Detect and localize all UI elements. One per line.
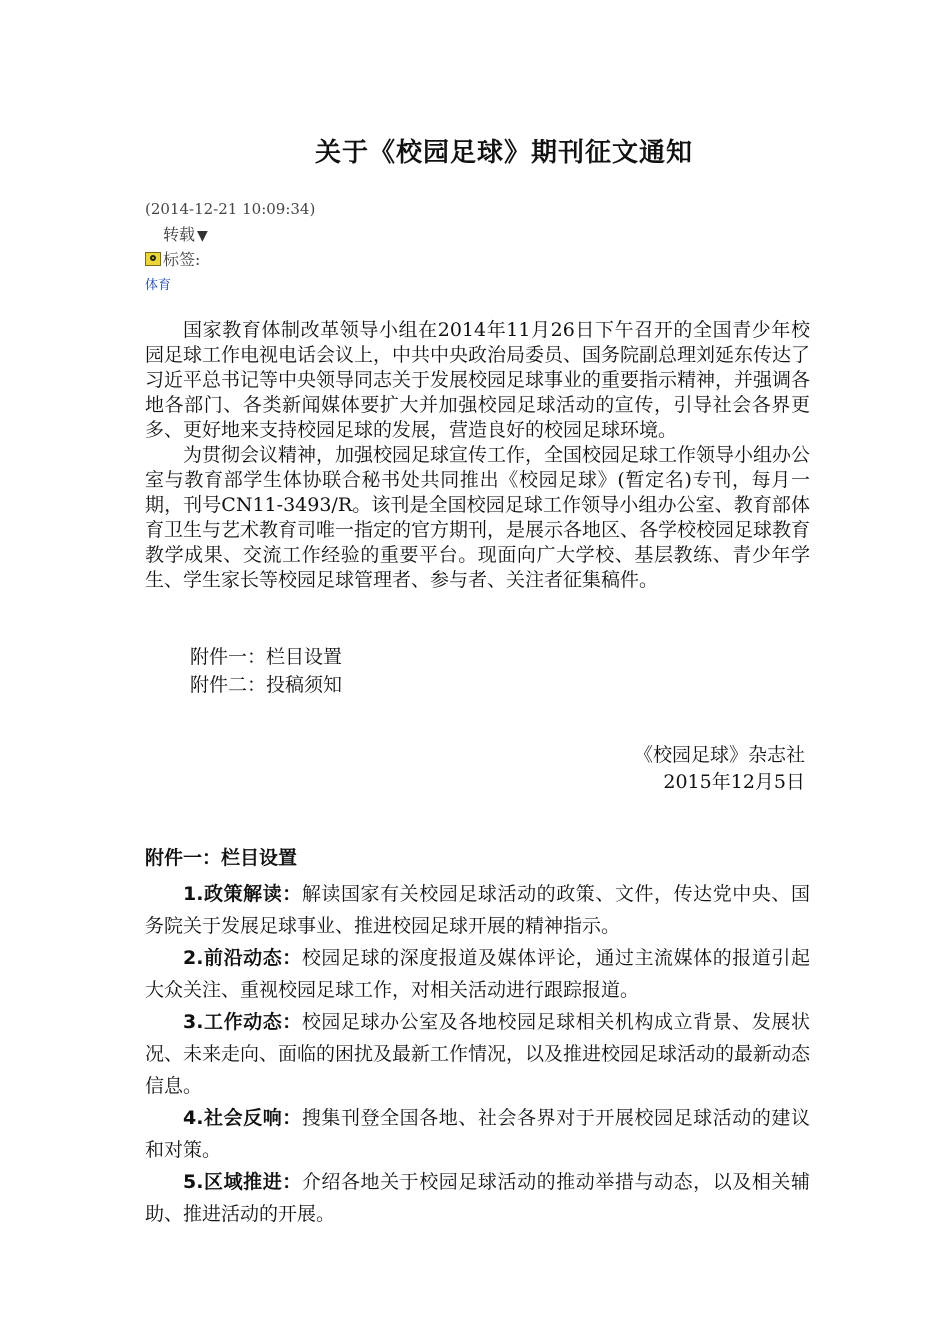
column-item — [145, 942, 810, 1006]
tags-row — [145, 247, 200, 270]
repost-dropdown[interactable] — [163, 222, 208, 245]
body-paragraph: 国家教育体制改革领导小组在2014年11月26日下午召开的全国青少年校园足球工作电视电话会议上，中共中央政治局委员、国务院副总理刘延东传达了习近平总书记等中央领导同志关于发展校园足球事业的重要指示精神，并强调各地各部门、各类新闻媒体要扩大并加强校园足球活动的宣传，引导社会各界更多、更好地来支持校园足球的发展，营造良好的校园足球环境。 — [145, 319, 811, 441]
post-datetime: (2014-12-21 10:09:34) — [145, 200, 316, 218]
column-text: 解读国家有关校园足球活动的政策、文件，传达党中央、国务院关于发展足球事业、推进校园足球开展的精神指示。 — [145, 883, 810, 937]
section-title: 附件一：栏目设置 — [145, 847, 298, 869]
column-item — [145, 1166, 810, 1230]
attachment-item: 附件一：栏目设置 — [190, 646, 343, 668]
body-paragraph: 为贯彻会议精神，加强校园足球宣传工作，全国校园足球工作领导小组办公室与教育部学生体协联合秘书处共同推出《校园足球》(暂定名)专刊，每月一期，刊号CN11-3493/R。该刊是全国校园足球工作领导小组办公室、教育部体育卫生与艺术教育司唯一指定的官方期刊，是展示各地区、各学校校园足球教育教学成果、交流工作经验的重要平台。现面向广大学校、基层教练、青少年学生、学生家长等校园足球管理者、参与者、关注者征集稿件。 — [145, 444, 811, 591]
page-title: 关于《校园足球》期刊征文通知 — [315, 138, 694, 168]
column-item — [145, 1006, 810, 1102]
column-lead: 3.工作动态： — [183, 1011, 302, 1033]
column-lead: 4.社会反响： — [183, 1107, 302, 1129]
tag-icon — [145, 252, 161, 266]
repost-label: 转载 — [163, 225, 196, 244]
tags-label: 标签: — [163, 250, 201, 269]
notice-body — [145, 318, 810, 593]
caret-down-icon: ▼ — [197, 228, 208, 244]
signature-block — [634, 742, 805, 796]
column-item — [145, 878, 810, 942]
column-lead: 2.前沿动态： — [183, 947, 302, 969]
column-item — [145, 1102, 810, 1166]
tag-link-sports[interactable]: 体育 — [145, 278, 172, 293]
column-text: 介绍各地关于校园足球活动的推动举措与动态，以及相关辅助、推进活动的开展。 — [145, 1171, 810, 1225]
signature-date: 2015年12月5日 — [663, 771, 805, 793]
column-lead: 1.政策解读： — [183, 883, 302, 905]
column-list — [145, 878, 810, 1230]
signature-org: 《校园足球》杂志社 — [633, 744, 805, 766]
attachment-list — [145, 643, 342, 699]
column-text: 校园足球办公室及各地校园足球相关机构成立背景、发展状况、未来走向、面临的困扰及最新工作情况，以及推进校园足球活动的最新动态信息。 — [145, 1011, 811, 1097]
column-text: 校园足球的深度报道及媒体评论，通过主流媒体的报道引起大众关注、重视校园足球工作，对相关活动进行跟踪报道。 — [145, 947, 810, 1001]
column-lead: 5.区域推进： — [183, 1171, 302, 1193]
column-text: 搜集刊登全国各地、社会各界对于开展校园足球活动的建议和对策。 — [145, 1107, 810, 1161]
attachment-item: 附件二：投稿须知 — [190, 674, 343, 696]
